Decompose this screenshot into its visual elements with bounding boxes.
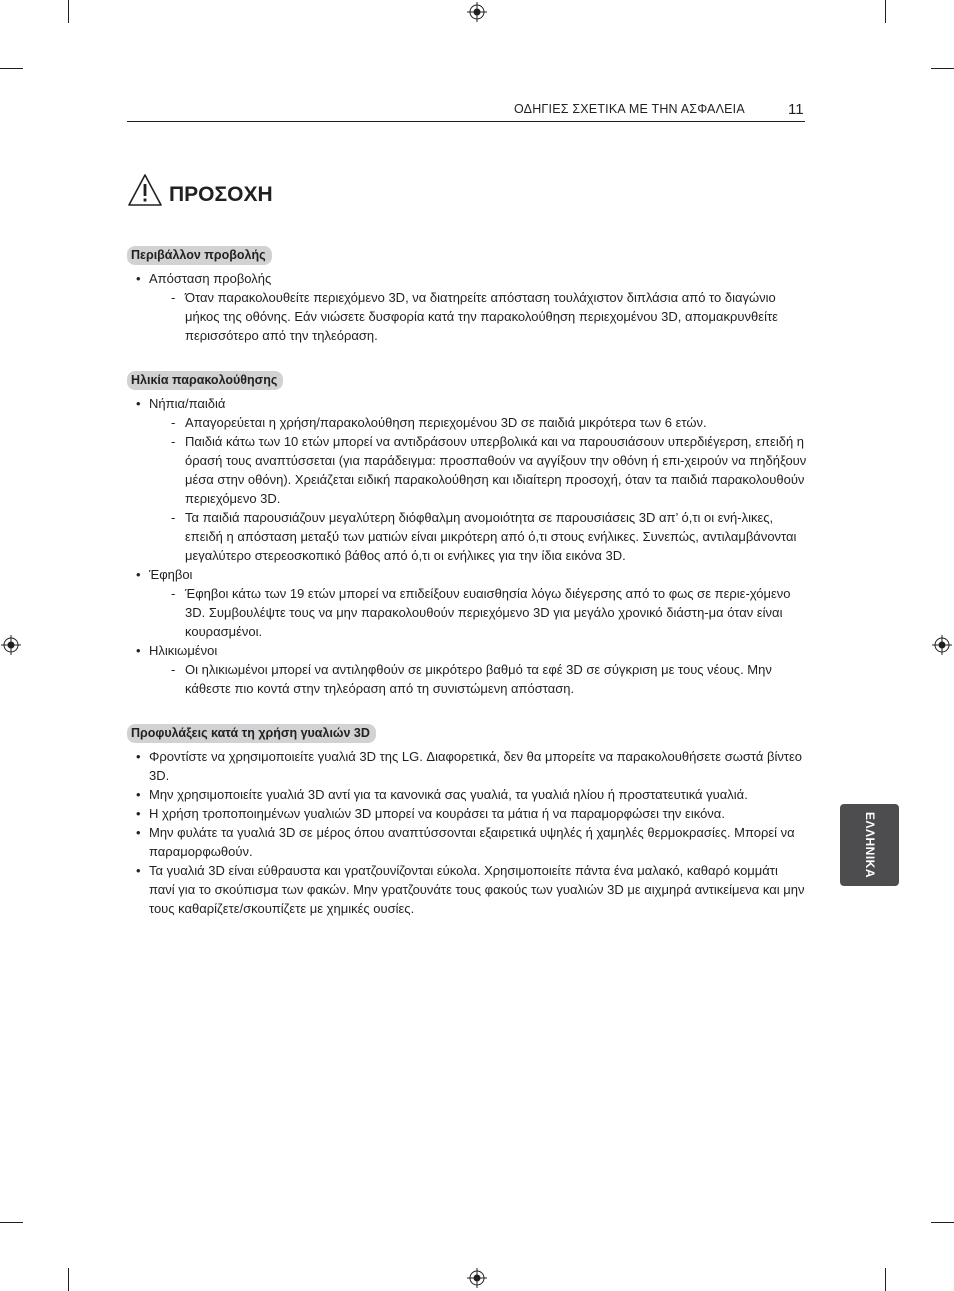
section-heading: Προφυλάξεις κατά τη χρήση γυαλιών 3D (127, 724, 376, 743)
header-rule (127, 121, 805, 122)
crop-mark (885, 1268, 886, 1291)
registration-mark-icon (932, 635, 952, 655)
page-title: ΠΡΟΣΟΧΗ (169, 183, 273, 206)
language-tab (840, 804, 899, 886)
crop-mark (0, 1222, 23, 1223)
dash-list (149, 584, 807, 641)
section-viewing-environment (127, 246, 807, 345)
dash-list (149, 288, 807, 345)
dash-item: - Απαγορεύεται η χρήση/παρακολούθηση περιεχομένου 3D σε παιδιά μικρότερα των 6 ετών. (149, 413, 807, 432)
language-label: ΕΛΛΗΝΙΚΑ (862, 811, 877, 879)
list-item: • Μην χρησιμοποιείτε γυαλιά 3D αντί για τα κανονικά σας γυαλιά, τα γυαλιά ηλίου ή προστατευτικά γυαλιά. (127, 785, 807, 804)
dash-list (149, 660, 807, 698)
crop-mark (0, 68, 23, 69)
dash-list (149, 413, 807, 565)
bullet-text: Νήπια/παιδιά (149, 396, 226, 411)
section-viewing-age (127, 371, 807, 698)
dash-item: - Παιδιά κάτω των 10 ετών μπορεί να αντιδράσουν υπερβολικά και να παρουσιάσουν υπερδιέγερση, επειδή η όρασή τους αναπτύσσεται (για παράδειγμα: προσπαθούν να αγγίξουν την οθόνη ή επι-χειρούν να πηδήξουν μέσα στην οθόνη). Χρειάζεται ειδική παρακολούθηση και ιδιαίτερη προσοχή, όταν τα παιδιά παρακολουθούν περιεχόμενο 3D. (149, 432, 807, 508)
running-header: ΟΔΗΓΙΕΣ ΣΧΕΤΙΚΑ ΜΕ ΤΗΝ ΑΣΦΑΛΕΙΑ (514, 102, 745, 116)
registration-mark-icon (467, 2, 487, 22)
registration-mark-icon (467, 1268, 487, 1288)
list-item (127, 565, 807, 641)
page-number: 11 (788, 101, 804, 118)
crop-mark (68, 1268, 69, 1291)
bullet-text: Ηλικιωμένοι (149, 643, 218, 658)
caution-heading (127, 173, 273, 207)
list-item (127, 269, 807, 345)
dash-item: - Οι ηλικιωμένοι μπορεί να αντιληφθούν σε μικρότερο βαθμό τα εφέ 3D σε σύγκριση με τους νέους. Μην κάθεστε πιο κοντά στην τηλεόραση από τη συνιστώμενη απόσταση. (149, 660, 807, 698)
bullet-list (127, 269, 807, 345)
bullet-list (127, 394, 807, 698)
list-item: • Φροντίστε να χρησιμοποιείτε γυαλιά 3D της LG. Διαφορετικά, δεν θα μπορείτε να παρακολουθήσετε σωστά βίντεο 3D. (127, 747, 807, 785)
dash-item: - Όταν παρακολουθείτε περιεχόμενο 3D, να διατηρείτε απόσταση τουλάχιστον διπλάσια από το διαγώνιο μήκος της οθόνης. Εάν νιώσετε δυσφορία κατά την παρακολούθηση περιεχομένου 3D, απομακρυνθείτε περισσότερο από την τηλεόραση. (149, 288, 807, 345)
section-3d-glasses-precautions (127, 724, 807, 918)
list-item: • Τα γυαλιά 3D είναι εύθραυστα και γρατζουνίζονται εύκολα. Χρησιμοποιείτε πάντα ένα μαλακό, καθαρό κομμάτι πανί για το σκούπισμα των φακών. Μην γρατζουνάτε τους φακούς των γυαλιών 3D με αιχμηρά αντικείμενα και μην τους καθαρίζετε/σκουπίζετε με χημικές ουσίες. (127, 861, 807, 918)
crop-mark (885, 0, 886, 23)
bullet-text: Απόσταση προβολής (149, 271, 272, 286)
registration-mark-icon (1, 635, 21, 655)
list-item (127, 394, 807, 565)
crop-mark (68, 0, 69, 23)
warning-triangle-icon (127, 173, 163, 207)
section-heading: Ηλικία παρακολούθησης (127, 371, 283, 390)
list-item: • Η χρήση τροποποιημένων γυαλιών 3D μπορεί να κουράσει τα μάτια ή να παραμορφώσει την εικόνα. (127, 804, 807, 823)
bullet-list (127, 747, 807, 918)
dash-item: - Έφηβοι κάτω των 19 ετών μπορεί να επιδείξουν ευαισθησία λόγω διέγερσης από το φως σε περιε-χόμενο 3D. Συμβουλέψτε τους να μην παρακολουθούν περιεχόμενο 3D για μεγάλο χρονικό διάστη-μα όταν είναι κουρασμένοι. (149, 584, 807, 641)
bullet-text: Έφηβοι (149, 567, 193, 582)
crop-mark (931, 68, 954, 69)
crop-mark (931, 1222, 954, 1223)
dash-item: - Τα παιδιά παρουσιάζουν μεγαλύτερη διόφθαλμη ανομοιότητα σε παρουσιάσεις 3D απ’ ό,τι οι ενή-λικες, επειδή η απόσταση μεταξύ των ματιών είναι μικρότερη από ό,τι στους ενήλικες. Συνεπώς, αντιλαμβάνονται μεγαλύτερο στερεοσκοπικό βάθος από ό,τι οι ενήλικες για την ίδια εικόνα 3D. (149, 508, 807, 565)
section-heading: Περιβάλλον προβολής (127, 246, 272, 265)
list-item (127, 641, 807, 698)
list-item: • Μην φυλάτε τα γυαλιά 3D σε μέρος όπου αναπτύσσονται εξαιρετικά υψηλές ή χαμηλές θερμοκρασίες. Μπορεί να παραμορφωθούν. (127, 823, 807, 861)
